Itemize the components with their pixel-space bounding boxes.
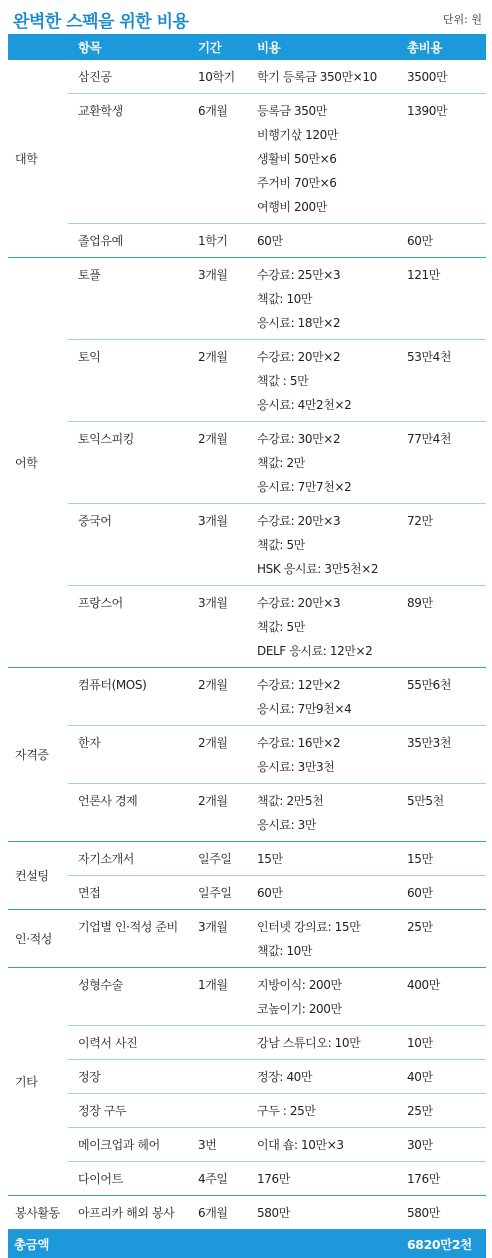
cost-line: 등록금 350만	[257, 99, 401, 123]
table-row	[8, 876, 486, 910]
item-total: 25만	[407, 915, 486, 939]
category-cell: 기타	[8, 968, 68, 1196]
category-cell: 봉사활동	[8, 1196, 68, 1230]
category-cell: 어학	[8, 258, 68, 668]
cost-line: 구두 : 25만	[257, 1099, 401, 1123]
category-cell: 자격증	[8, 668, 68, 842]
item-period: 6개월	[198, 99, 251, 123]
item-name: 이력서 사진	[78, 1031, 194, 1055]
item-name: 토익	[78, 345, 194, 369]
total-spacer	[251, 1230, 401, 1258]
item-period: 3개월	[198, 509, 251, 533]
cost-line: 이대 숍: 10만×3	[257, 1133, 401, 1157]
total-spacer	[194, 1230, 251, 1258]
item-period: 3개월	[198, 263, 251, 287]
item-name: 면접	[78, 881, 194, 905]
table-row	[8, 784, 486, 842]
cost-line: 15만	[257, 847, 401, 871]
item-total: 30만	[407, 1133, 486, 1157]
cost-line: 응시료: 4만2천×2	[257, 393, 401, 417]
table-row	[8, 910, 486, 968]
cost-line: 수강료: 30만×2	[257, 427, 401, 451]
cost-line: 응시료: 3만3천	[257, 755, 401, 779]
item-period	[198, 1099, 251, 1123]
table-row	[8, 1128, 486, 1162]
item-name: 토플	[78, 263, 194, 287]
table-row	[8, 258, 486, 340]
item-name: 메이크업과 헤어	[78, 1133, 194, 1157]
cost-line: 176만	[257, 1167, 401, 1191]
cost-line: 생활비 50만×6	[257, 147, 401, 171]
table-row	[8, 504, 486, 586]
table-row	[8, 94, 486, 224]
header-total: 총비용	[401, 34, 486, 60]
cost-line: 정장: 40만	[257, 1065, 401, 1089]
item-name: 교환학생	[78, 99, 194, 123]
item-name: 한자	[78, 731, 194, 755]
cost-line: 책값: 2만5천	[257, 789, 401, 813]
item-total: 89만	[407, 591, 486, 615]
table-row	[8, 1094, 486, 1128]
item-total: 25만	[407, 1099, 486, 1123]
item-period: 2개월	[198, 673, 251, 697]
cost-line: 응시료: 7만9천×4	[257, 697, 401, 721]
table-row	[8, 1196, 486, 1230]
cost-line: 여행비 200만	[257, 195, 401, 219]
cost-line: 코높이기: 200만	[257, 997, 401, 1021]
item-period: 1개월	[198, 973, 251, 997]
cost-line: 수강료: 12만×2	[257, 673, 401, 697]
page-title: 완벽한 스펙을 위한 비용	[13, 7, 188, 32]
header-item: 항목	[68, 34, 194, 60]
cost-line: 책값 : 5만	[257, 369, 401, 393]
table-header-row	[8, 34, 486, 60]
item-period: 6개월	[198, 1201, 251, 1225]
item-total: 15만	[407, 847, 486, 871]
cost-line: 580만	[257, 1201, 401, 1225]
item-name: 자기소개서	[78, 847, 194, 871]
item-total: 400만	[407, 973, 486, 997]
table-row	[8, 586, 486, 668]
total-row	[8, 1230, 486, 1258]
table-body	[8, 60, 486, 1230]
item-total: 40만	[407, 1065, 486, 1089]
table-row	[8, 668, 486, 726]
category-cell: 대학	[8, 60, 68, 258]
cost-line: 응시료: 3만	[257, 813, 401, 837]
cost-line: 수강료: 20만×3	[257, 509, 401, 533]
item-name: 다이어트	[78, 1167, 194, 1191]
item-name: 정장	[78, 1065, 194, 1089]
item-total: 10만	[407, 1031, 486, 1055]
table-row	[8, 1162, 486, 1196]
cost-line: 강남 스튜디오: 10만	[257, 1031, 401, 1055]
table-row	[8, 422, 486, 504]
item-name: 중국어	[78, 509, 194, 533]
item-total: 5만5천	[407, 789, 486, 813]
cost-line: 수강료: 16만×2	[257, 731, 401, 755]
item-name: 정장 구두	[78, 1099, 194, 1123]
item-name: 기업별 인·적성 준비	[78, 915, 194, 939]
unit-label: 단위: 원	[443, 11, 482, 27]
cost-line: 수강료: 25만×3	[257, 263, 401, 287]
cost-line: 응시료: 18만×2	[257, 311, 401, 335]
cost-line: HSK 응시료: 3만5천×2	[257, 557, 401, 581]
item-total: 121만	[407, 263, 486, 287]
total-value: 6820만2천	[401, 1230, 486, 1258]
item-period: 3번	[198, 1133, 251, 1157]
cost-line: 학기 등록금 350만×10	[257, 65, 401, 89]
category-cell: 인·적성	[8, 910, 68, 968]
item-total: 176만	[407, 1167, 486, 1191]
table-row	[8, 340, 486, 422]
cost-line: 책값: 10만	[257, 287, 401, 311]
item-period: 2개월	[198, 345, 251, 369]
item-name: 토익스피킹	[78, 427, 194, 451]
item-period: 10학기	[198, 65, 251, 89]
total-label: 총금액	[8, 1230, 194, 1258]
table-row	[8, 726, 486, 784]
cost-line: 수강료: 20만×2	[257, 345, 401, 369]
item-total: 3500만	[407, 65, 486, 89]
table-row	[8, 968, 486, 1026]
item-total: 55만6천	[407, 673, 486, 697]
cost-line: 수강료: 20만×3	[257, 591, 401, 615]
item-name: 삼진공	[78, 65, 194, 89]
cost-line: 지방이식: 200만	[257, 973, 401, 997]
table-row	[8, 60, 486, 94]
item-total: 35만3천	[407, 731, 486, 755]
item-period: 3개월	[198, 591, 251, 615]
item-period: 2개월	[198, 427, 251, 451]
header-blank	[8, 34, 68, 60]
table-row	[8, 224, 486, 258]
item-total: 60만	[407, 229, 486, 253]
cost-line: 인터넷 강의료: 15만	[257, 915, 401, 939]
item-total: 580만	[407, 1201, 486, 1225]
cost-line: 주거비 70만×6	[257, 171, 401, 195]
header-cost: 비용	[251, 34, 401, 60]
item-total: 77만4천	[407, 427, 486, 451]
category-cell: 컨설팅	[8, 842, 68, 910]
item-name: 언론사 경제	[78, 789, 194, 813]
item-name: 프랑스어	[78, 591, 194, 615]
item-period: 일주일	[198, 881, 251, 905]
title-row	[0, 0, 492, 34]
table-row	[8, 842, 486, 876]
item-period: 일주일	[198, 847, 251, 871]
cost-line: 책값: 2만	[257, 451, 401, 475]
item-name: 졸업유예	[78, 229, 194, 253]
cost-line: 비행기삯 120만	[257, 123, 401, 147]
item-period: 1학기	[198, 229, 251, 253]
item-name: 아프리카 해외 봉사	[78, 1201, 194, 1225]
item-total: 1390만	[407, 99, 486, 123]
item-period: 4주일	[198, 1167, 251, 1191]
item-total: 53만4천	[407, 345, 486, 369]
cost-line: DELF 응시료: 12만×2	[257, 639, 401, 663]
cost-line: 책값: 5만	[257, 533, 401, 557]
item-name: 컴퓨터(MOS)	[78, 673, 194, 697]
table-row	[8, 1026, 486, 1060]
item-total: 60만	[407, 881, 486, 905]
header-period: 기간	[194, 34, 251, 60]
item-period	[198, 1065, 251, 1089]
spec-cost-table	[8, 34, 486, 1258]
item-period: 2개월	[198, 789, 251, 813]
cost-line: 응시료: 7만7천×2	[257, 475, 401, 499]
item-total: 72만	[407, 509, 486, 533]
cost-line: 60만	[257, 229, 401, 253]
item-name: 성형수술	[78, 973, 194, 997]
table-row	[8, 1060, 486, 1094]
cost-line: 60만	[257, 881, 401, 905]
cost-line: 책값: 10만	[257, 939, 401, 963]
cost-line: 책값: 5만	[257, 615, 401, 639]
item-period	[198, 1031, 251, 1055]
item-period: 3개월	[198, 915, 251, 939]
item-period: 2개월	[198, 731, 251, 755]
